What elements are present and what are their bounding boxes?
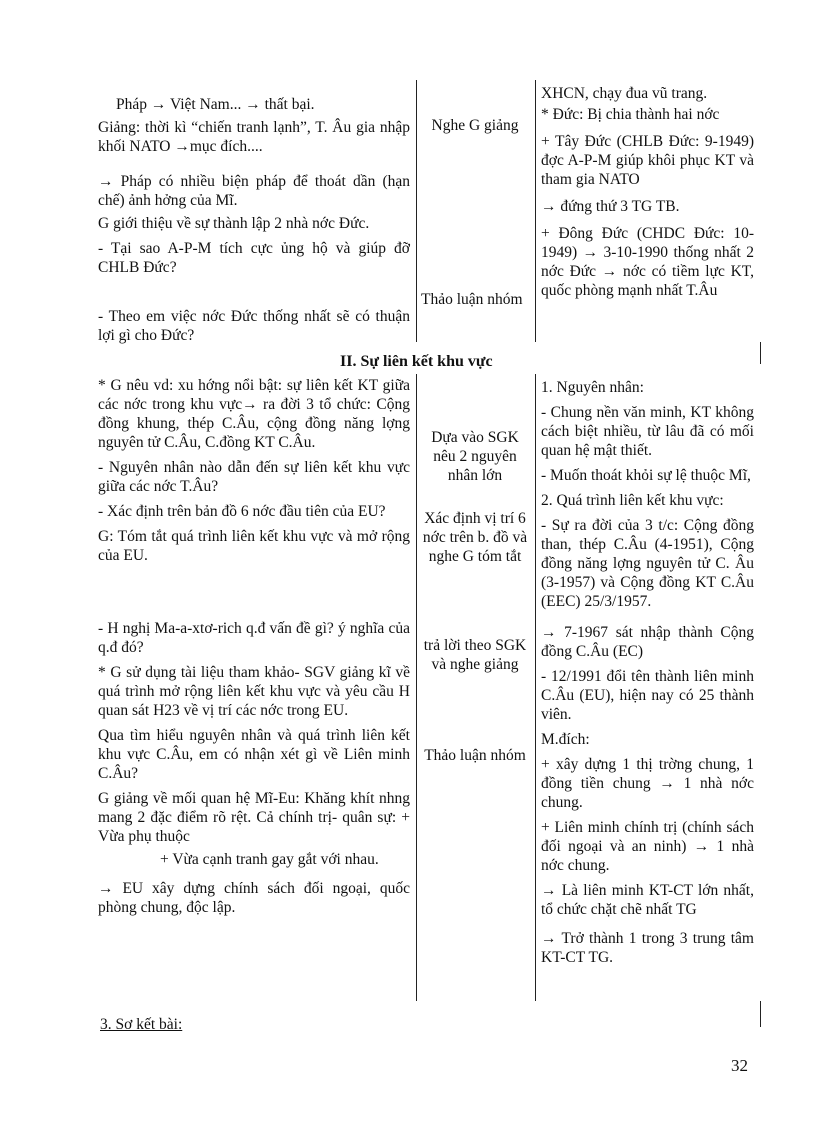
text-paragraph: XHCN, chạy đua vũ trang. — [541, 85, 708, 102]
bottom-rule-edge — [760, 1001, 761, 1027]
text-paragraph: → Trở thành 1 trong 3 trung tâm KT-CT TG. — [541, 930, 754, 966]
activity-label: Dựa vào SGK nêu 2 nguyên nhân lớn — [431, 429, 519, 484]
text-paragraph: 1. Nguyên nhân: — [541, 379, 644, 396]
bottom-middle-column — [421, 428, 529, 771]
bottom-rule-left — [416, 374, 417, 1001]
text-paragraph: - Sự ra đời của 3 t/c: Cộng đồng than, thép C.Âu (4-1951), Cộng đồng năng lợng nguyên tử C. Âu (3-1957) và Cộng đồng KT C.Âu (EEC) 25/3/1957. — [541, 517, 754, 610]
top-rule-left — [416, 80, 417, 342]
text-paragraph: G giảng về mối quan hệ Mĩ-Eu: Khăng khít nhng mang 2 đặc điểm rõ rệt. Cả chính trị- quân sự: + Vừa phụ thuộc — [98, 790, 410, 845]
text-paragraph: + Vừa cạnh tranh gay gắt với nhau. — [160, 851, 379, 868]
text-paragraph: → 7-1967 sát nhập thành Cộng đồng C.Âu (EC) — [541, 624, 754, 660]
page-number: 32 — [731, 1056, 748, 1075]
text-paragraph: - Nguyên nhân nào dẫn đến sự liên kết khu vực giữa các nớc T.Âu? — [98, 459, 410, 495]
bottom-left-column — [98, 376, 410, 923]
top-middle-column — [421, 116, 529, 315]
activity-label: trả lời theo SGK và nghe giảng — [423, 637, 527, 673]
activity-label: Thảo luận nhóm — [421, 291, 523, 308]
text-paragraph: + Tây Đức (CHLB Đức: 9-1949) đợc A-P-M giúp khôi phục KT và tham gia NATO — [541, 133, 754, 188]
text-paragraph: → đứng thứ 3 TG TB. — [541, 198, 680, 215]
text-paragraph: G giới thiệu về sự thành lập 2 nhà nớc Đức. — [98, 215, 370, 232]
text-paragraph: - Muốn thoát khỏi sự lệ thuộc Mĩ, — [541, 467, 751, 484]
text-paragraph: - 12/1991 đổi tên thành liên minh C.Âu (EU), hiện nay có 25 thành viên. — [541, 668, 754, 723]
activity-label: Xác định vị trí 6 nớc trên b. đồ và nghe G tóm tắt — [422, 510, 528, 565]
text-paragraph: + Liên minh chính trị (chính sách đối ngoại và an ninh) → 1 nhà nớc chung. — [541, 819, 754, 874]
activity-label: Thảo luận nhóm — [424, 747, 526, 764]
text-paragraph: * G sử dụng tài liệu tham khảo- SGV giảng kĩ về quá trình mở rộng liên kết khu vực và yêu cầu H quan sát H23 về vị trí các nớc trong EU. — [98, 664, 410, 719]
text-paragraph: - Theo em việc nớc Đức thống nhất sẽ có thuận lợi gì cho Đức? — [98, 308, 410, 344]
top-rule-edge — [760, 342, 761, 364]
text-paragraph: → Là liên minh KT-CT lớn nhất, tổ chức chặt chẽ nhất TG — [541, 882, 754, 918]
text-paragraph: - Tại sao A-P-M tích cực ủng hộ và giúp đỡ CHLB Đức? — [98, 240, 410, 276]
bottom-rule-right — [535, 374, 536, 1001]
text-paragraph: → EU xây dựng chính sách đối ngoại, quốc phòng chung, độc lập. — [98, 880, 410, 916]
text-paragraph: Pháp → Việt Nam... → thất bại. — [116, 96, 315, 113]
text-paragraph: Giảng: thời kì “chiến tranh lạnh”, T. Âu gia nhập khối NATO →mục đích.... — [98, 119, 410, 155]
top-right-column — [541, 84, 754, 306]
section-heading: II. Sự liên kết khu vực — [340, 353, 493, 370]
text-paragraph: * G nêu vd: xu hớng nổi bật: sự liên kết KT giữa các nớc trong khu vực→ ra đời 3 tổ chức: Cộng đồng khung, thép C.Âu, cộng đồng năng lợng nguyên tử C.Âu, C.đồng KT C.Âu. — [98, 377, 410, 451]
text-paragraph: + xây dựng 1 thị trờng chung, 1 đồng tiền chung → 1 nhà nớc chung. — [541, 756, 754, 811]
bottom-right-column — [541, 378, 754, 973]
text-paragraph: - Xác định trên bản đồ 6 nớc đầu tiên của EU? — [98, 503, 386, 520]
top-left-column — [98, 95, 410, 351]
text-paragraph: - H nghị Ma-a-xtơ-rich q.đ vấn đề gì? ý nghĩa của q.đ đó? — [98, 620, 410, 656]
activity-label: Nghe G giảng — [431, 117, 519, 134]
text-paragraph: 2. Quá trình liên kết khu vực: — [541, 492, 724, 509]
text-paragraph: G: Tóm tắt quá trình liên kết khu vực và mở rộng của EU. — [98, 528, 410, 564]
top-rule-right — [535, 80, 536, 342]
text-paragraph: * Đức: Bị chia thành hai nớc — [541, 106, 720, 123]
text-paragraph: - Chung nền văn minh, KT không cách biệt nhiều, từ lâu đã có mối quan hệ mật thiết. — [541, 404, 754, 459]
text-paragraph: M.đích: — [541, 731, 590, 748]
text-paragraph: → Pháp có nhiều biện pháp để thoát dần (hạn chế) ảnh hởng của Mĩ. — [98, 173, 410, 209]
text-paragraph: Qua tìm hiểu nguyên nhân và quá trình liên kết khu vực C.Âu, em có nhận xét gì về Liên minh C.Âu? — [98, 727, 410, 782]
closing-heading: 3. Sơ kết bài: — [100, 1016, 183, 1033]
text-paragraph: + Đông Đức (CHDC Đức: 10-1949) → 3-10-1990 thống nhất 2 nớc Đức → nớc có tiềm lực KT, quốc phòng mạnh nhất T.Âu — [541, 225, 754, 299]
